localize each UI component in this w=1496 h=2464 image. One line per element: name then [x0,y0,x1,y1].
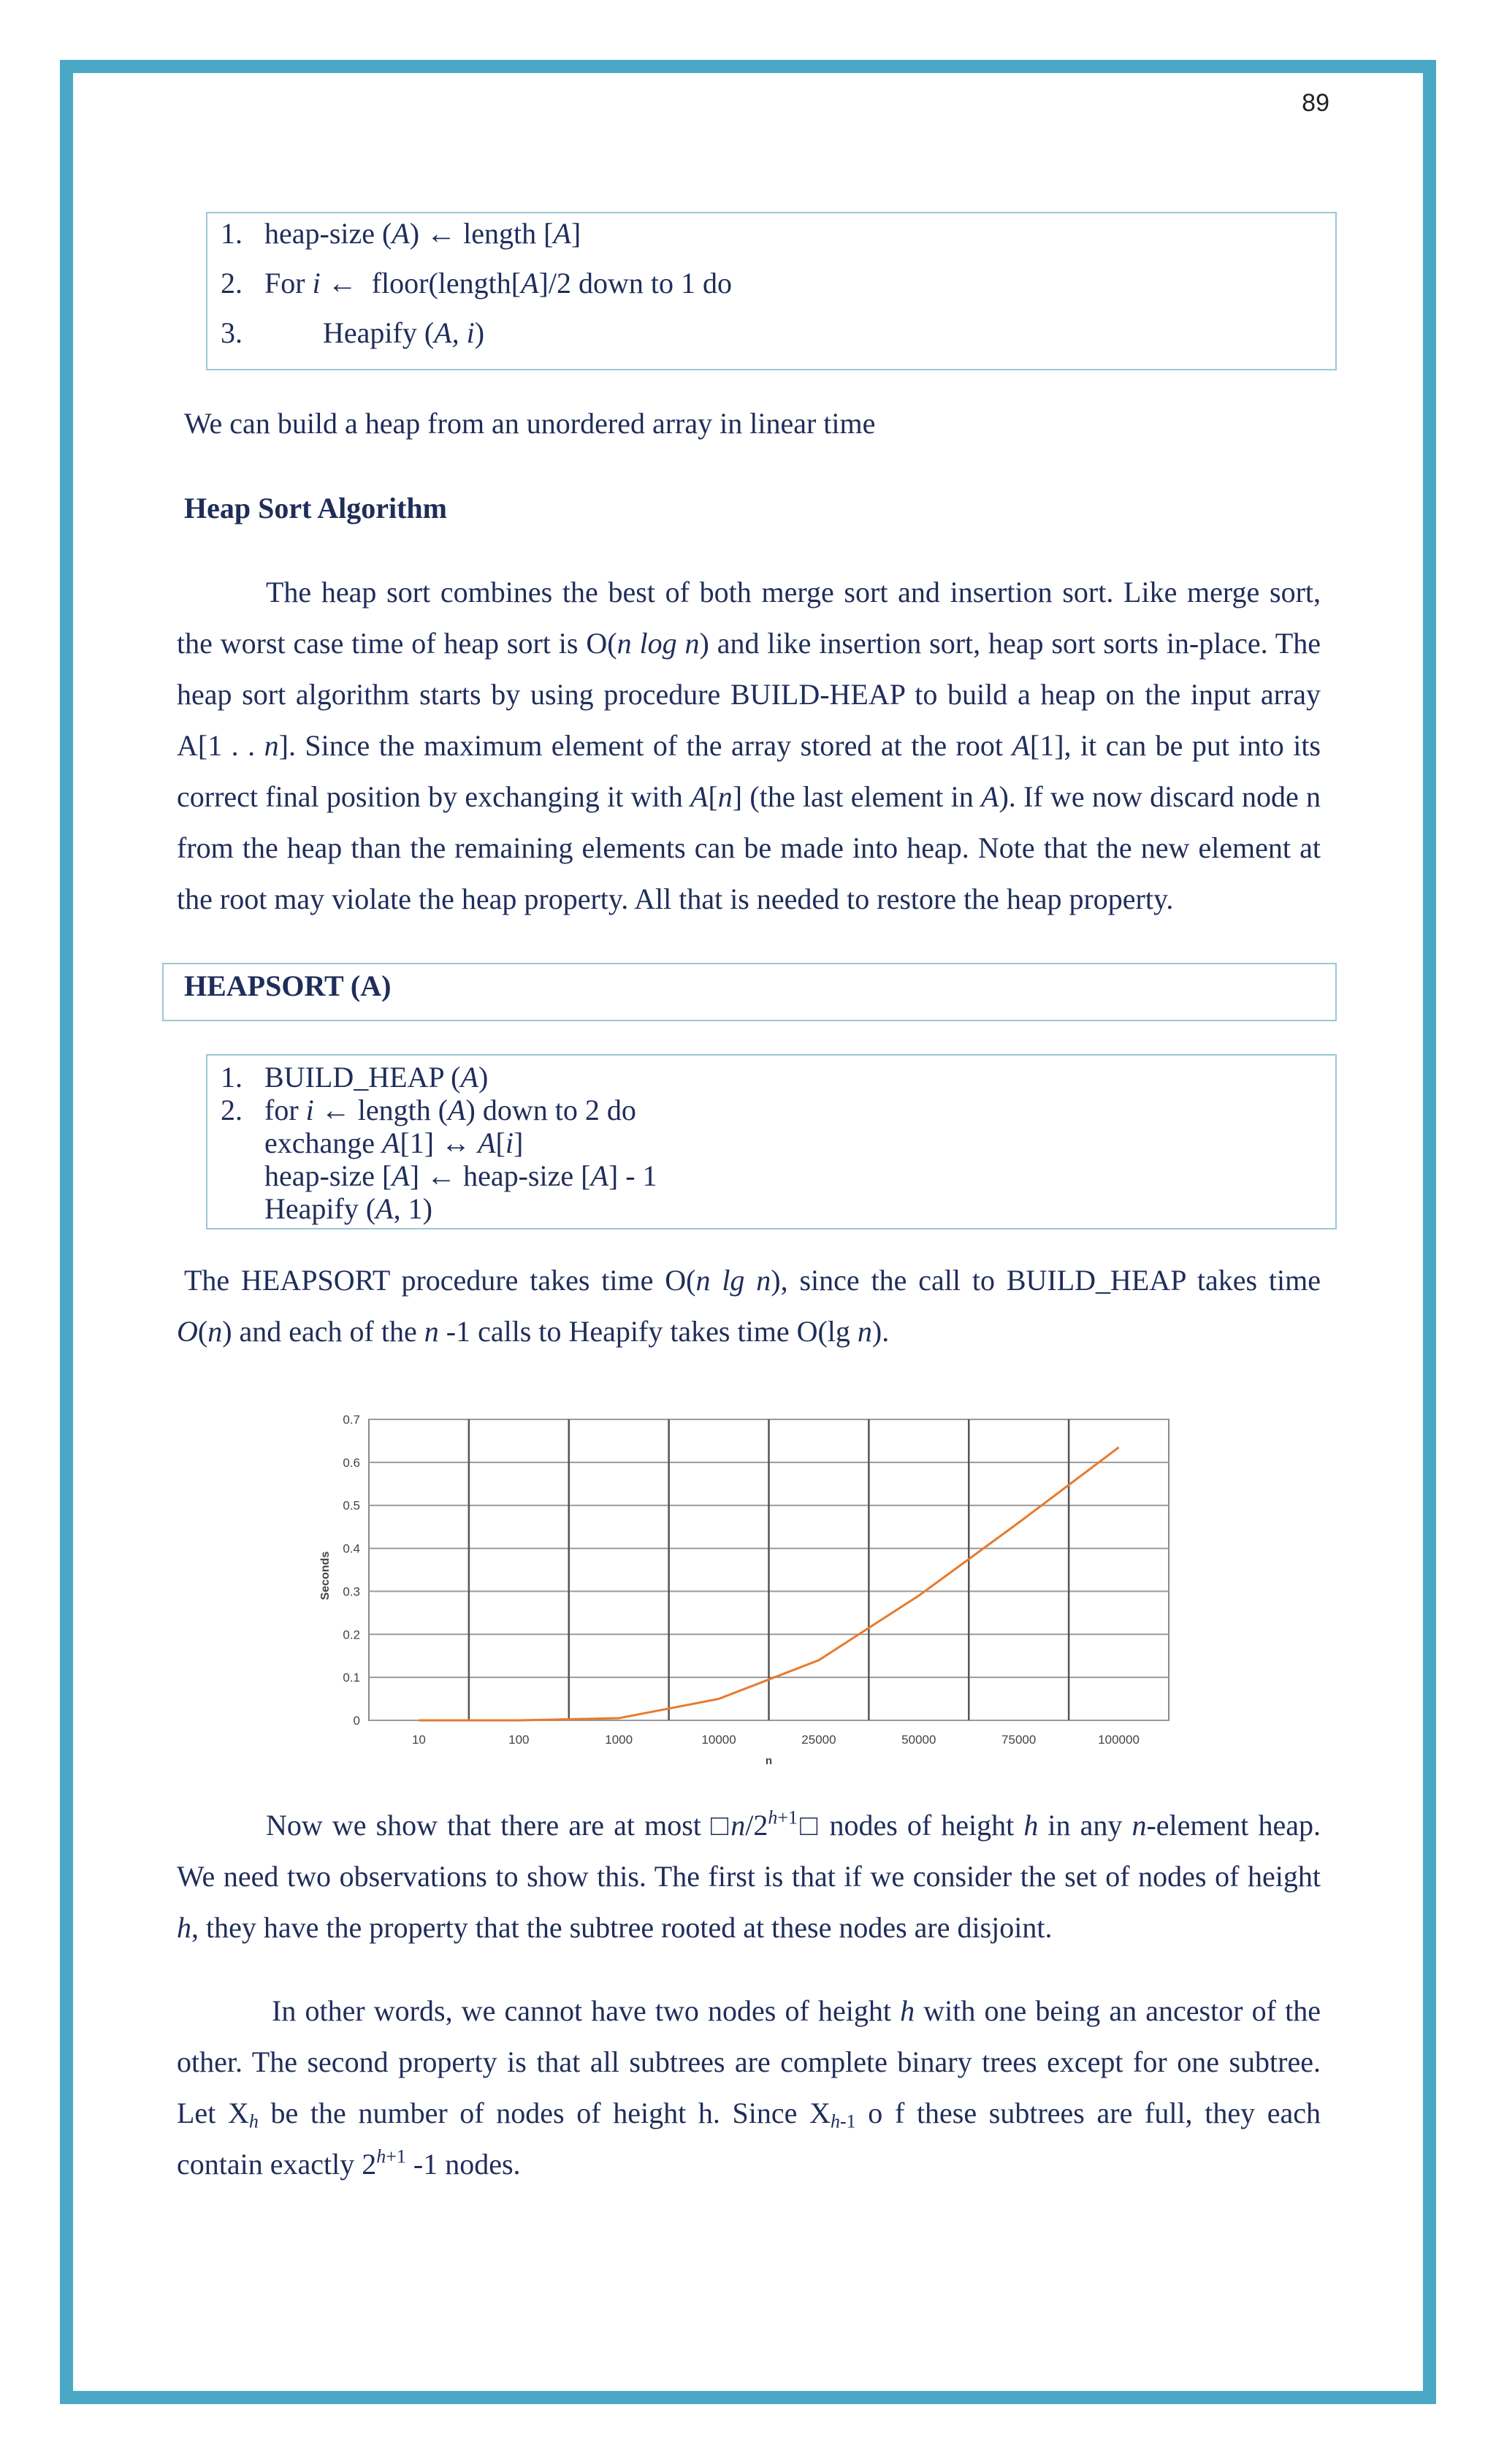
code-line-number: 1. [221,217,243,250]
code-line [221,1126,523,1160]
text-run: ), since the call to BUILD_HEAP takes time [771,1264,1321,1297]
text-run: with one being an ancestor of the other. The second property is that all subtrees are complete binary trees except for one subtree. Let X [177,1994,1321,2129]
text-run: ) and like insertion sort, heap sort sorts in-place. The heap sort algorithm starts by using procedure BUILD-HEAP to build a heap on the input array A[1 . . [177,627,1321,762]
text-run: A [382,1126,400,1159]
text-run: n [730,1809,746,1842]
text-run: ] (the last element in [732,780,982,813]
text-run: h [376,2145,386,2167]
text-run: for [264,1094,306,1126]
text-run: h [768,1807,778,1828]
text-run: A [553,217,571,250]
text-run: □ nodes of height [798,1809,1024,1842]
text-run: A [392,1159,410,1192]
text-run: n [1131,1809,1147,1842]
y-tick-label: 0.2 [343,1628,360,1642]
text-run: i [312,267,321,300]
x-tick-label: 1000 [605,1733,633,1747]
code-line [221,266,732,300]
text-run: n log n [617,627,700,660]
text-run: A [590,1159,608,1192]
text-run: A, i [434,316,475,349]
code-line [221,1159,657,1193]
text-run: n [857,1315,872,1348]
text-run: h [177,1911,191,1944]
text-run: Now we show that there are at most □ [266,1809,731,1842]
text-run: ]. Since the maximum element of the array stored at the root [278,729,1012,762]
text-run: -1 nodes. [405,2148,521,2181]
text-run: +1 [386,2145,406,2167]
heapsort-time-paragraph [177,1255,1321,1357]
text-run: [ [495,1126,505,1159]
text-run: The HEAPSORT procedure takes time O( [184,1264,696,1297]
text-run: h [248,2110,259,2132]
code-line [221,1060,488,1094]
text-run: be the number of nodes of height h. Since X [258,2097,831,2129]
text-run: A [375,1192,394,1225]
text-run: n [264,729,279,762]
text-run: /2 [745,1809,768,1842]
height-paragraph [177,1800,1321,1953]
y-tick-label: 0.1 [343,1671,360,1685]
text-run: ]/2 down to 1 do [538,267,732,300]
text-run: ) ← length [ [409,217,554,250]
text-run: ) and each of the [222,1315,424,1348]
text-run: -1 calls to Heapify takes time O(lg [438,1315,858,1348]
code-line [221,1093,636,1127]
text-run: A [1012,729,1030,762]
text-run: ← floor(length[ [320,267,522,300]
code-line-number: 3. [221,316,243,349]
text-run: A [460,1061,478,1094]
y-tick-label: 0 [353,1714,360,1728]
text-run: ) [478,1061,489,1094]
text-run: heap-size [ [264,1159,392,1192]
code-line-number: 2. [221,267,243,300]
page-number: 89 [1302,89,1329,117]
text-run: [ [708,780,718,813]
text-run: ] [570,217,581,250]
text-run: BUILD_HEAP ( [264,1061,461,1094]
text-run: n [717,780,733,813]
heap-sort-heading: Heap Sort Algorithm [184,492,447,525]
x-tick-label: 10000 [701,1733,736,1747]
y-tick-label: 0.4 [343,1541,360,1556]
text-run: For [264,267,313,300]
x-tick-label: 25000 [801,1733,836,1747]
text-run: h [1023,1809,1039,1842]
x-tick-label: 100000 [1098,1733,1140,1747]
x-tick-label: 10 [411,1733,426,1747]
text-run: i [505,1126,514,1159]
text-run: ] ← heap-size [ [409,1159,591,1192]
text-run: , they have the property that the subtree rooted at these nodes are disjoint. [191,1911,1053,1944]
text-run: ] [513,1126,524,1159]
x-tick-label: 50000 [901,1733,936,1747]
y-tick-label: 0.5 [343,1498,360,1513]
text-run: h [830,2110,840,2132]
text-run: n lg n [695,1264,771,1297]
heap-sort-paragraph [177,567,1321,925]
text-run: A [981,780,999,813]
text-run: o f these subtrees are full, they each contain exactly 2 [177,2097,1321,2181]
code-line-number: 2. [221,1094,243,1126]
x-tick-label: 75000 [1001,1733,1037,1747]
text-run: heap-size ( [264,217,392,250]
text-run: In other words, we cannot have two nodes of height [272,1994,901,2027]
code-line [221,216,581,251]
subtree-paragraph [177,1986,1321,2190]
text-run: Heapify ( [264,1192,376,1225]
text-run: A [392,217,410,250]
text-run: A [448,1094,466,1126]
y-tick-label: 0.7 [343,1413,360,1427]
y-tick-label: 0.3 [343,1584,360,1599]
text-run: , 1) [393,1192,432,1225]
text-run: O [177,1315,198,1348]
y-axis-label: Seconds [319,1551,332,1601]
linear-time-note: We can build a heap from an unordered array in linear time [184,407,876,440]
y-tick-label: 0.6 [343,1455,360,1470]
text-run: +1 [777,1807,798,1828]
text-run: A [690,780,709,813]
text-run: exchange [264,1126,383,1159]
x-axis-label: n [765,1755,773,1767]
text-run: ] - 1 [608,1159,657,1192]
text-run: [1], it can be put into its correct final position by exchanging it with [177,729,1321,813]
text-run: n [424,1315,439,1348]
text-run: ( [197,1315,208,1348]
text-run: Heapify ( [264,316,435,349]
text-run: A [478,1126,496,1159]
text-run: i [305,1094,314,1126]
heapsort-runtime-chart [307,1392,1183,1771]
heapsort-heading: HEAPSORT (A) [184,969,392,1002]
x-tick-label: 100 [508,1733,530,1747]
text-run: ← length ( [313,1094,449,1126]
text-run: in any [1038,1809,1132,1842]
text-run: [1] ↔ [400,1126,478,1159]
text-run: ). [871,1315,890,1348]
text-run: n [207,1315,223,1348]
text-run: ) down to 2 do [465,1094,636,1126]
text-run: ). If we now discard node n from the heap than the remaining elements can be made into heap. Note that the new element at the root may violate the heap property. All that is needed to restore the heap property. [177,780,1321,915]
text-run: A [521,267,539,300]
code-line [221,316,484,350]
text-run: -1 [839,2110,856,2132]
text-run: The heap sort combines the best of both merge sort and insertion sort. Like merge sort, the worst case time of heap sort is O( [177,576,1321,660]
text-run: ) [474,316,485,349]
text-run: -element heap. We need two observations to show this. The first is that if we consider the set of nodes of height [177,1809,1321,1893]
code-line [221,1191,432,1226]
text-run: h [900,1994,915,2027]
code-line-number: 1. [221,1061,243,1094]
